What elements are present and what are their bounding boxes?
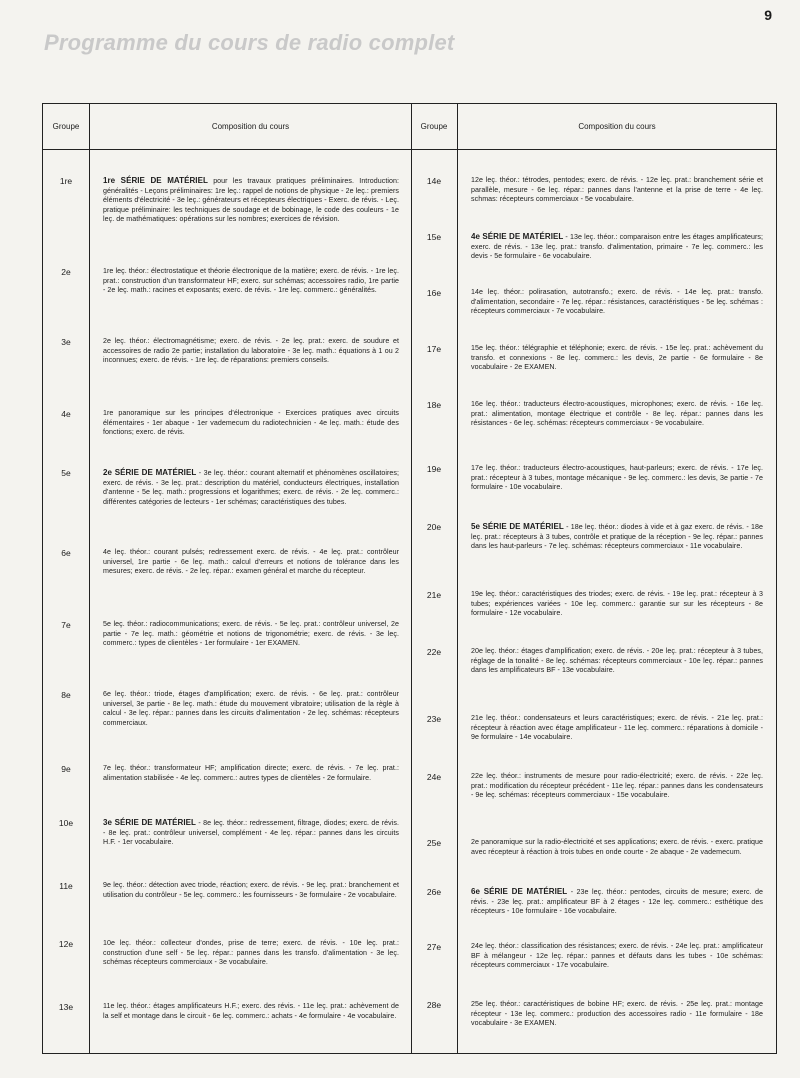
group-label: 15e (426, 232, 442, 242)
series-title: 1re SÉRIE DE MATÉRIEL (103, 176, 208, 185)
entry-text: 2e panoramique sur la radio-électricité et ses applications; exerc. de révis. - exerc. pratique avec récepteur à réaction à trois tubes en onde courte - 2e abaque - 2e vademecum. (471, 838, 763, 856)
course-entry (471, 464, 763, 493)
group-label: 12e (58, 939, 74, 949)
group-label: 25e (426, 838, 442, 848)
group-label: 17e (426, 344, 442, 354)
course-entry (103, 1002, 399, 1021)
group-header: Groupe (43, 104, 89, 150)
group-label: 28e (426, 1000, 442, 1010)
course-entry (471, 344, 763, 373)
course-entry (471, 772, 763, 801)
group-label: 11e (59, 881, 73, 891)
course-entry (471, 232, 763, 262)
series-title: 4e SÉRIE DE MATÉRIEL (471, 232, 564, 241)
right-column (411, 104, 776, 1053)
group-label: 21e (426, 590, 442, 600)
course-entry (103, 881, 399, 900)
entry-text: 4e leç. théor.: courant pulsés; redressement exerc. de révis. - 4e leç. prat.: contrôleur universel, 1re partie - 6e leç. math.: calcul d'erreurs et notions de tolérance dans les mesures; exerc. de révis. - 2e leç. répar.: examen général et marche du récepteur. (103, 548, 399, 576)
entry-text: 19e leç. théor.: caractéristiques des triodes; exerc. de révis. - 19e leç. prat.: récepteur à 3 tubes; expériences variées - 10e leç. commerc.: garantie sur sur les récepteurs - 8e formulaire - 12e vocabulaire. (471, 590, 763, 618)
course-entry (471, 176, 763, 205)
page-number: 9 (764, 7, 772, 23)
course-entry (471, 400, 763, 429)
group-label: 7e (61, 620, 71, 630)
course-entry (103, 620, 399, 649)
course-entry (103, 548, 399, 577)
course-entry (103, 337, 399, 366)
entry-text: - 23e leç. théor.: pentodes, circuits de mesure; exerc. de révis. - 23e leç. prat.: amplificateur BF à 2 étages - 12e leç. commerc.: esthétique des récepteurs - 10e formulaire - 16e vocabulaire. (471, 888, 764, 916)
entry-text: - 13e leç. théor.: comparaison entre les étages amplificateurs; exerc. de révis. - 13e leç. prat.: transfo. d'alimentation, primaire - 7e leç. commerc.: les devis - 5e formulaire - 6e vocabulaire. (471, 233, 763, 261)
group-header: Groupe (411, 104, 457, 150)
group-label: 24e (426, 772, 442, 782)
entry-text: 14e leç. théor.: polirasation, autotransfo.; exerc. de révis. - 14e leç. prat.: transfo. d'alimentation, secondaire - 7e leç. répar.: résistances, caractéristiques - 5e leç. schémas : récepteurs commerciaux - 7e vocabulaire. (471, 288, 763, 316)
entry-text: 25e leç. théor.: caractéristiques de bobine HF; exerc. de révis. - 25e leç. prat.: montage récepteur - 13e leç. commerc.: production des accessoires radio - 11e formulaire - 18e vocabulaire - 3e EXAMEN. (471, 1000, 763, 1028)
entry-text: - 8e leç. théor.: redressement, filtrage, diodes; exerc. de révis. - 8e leç. prat.: contrôleur universel, complément - 4e leç. répar.: pannes dans les circuits H.F. - 1er vocabulaire. (103, 819, 399, 847)
group-label: 5e (61, 468, 71, 478)
group-label: 4e (61, 409, 71, 419)
entry-text: 12e leç. théor.: tétrodes, pentodes; exerc. de révis. - 12e leç. prat.: branchement série et parallèle, mesure - 6e leç. répar.: pannes dans l'antenne et la prise de terre - 4e leç. schmas: récepteurs commerciaux - 5e vocabulaire. (471, 176, 763, 204)
course-entry (103, 690, 399, 728)
entry-text: 10e leç. théor.: collecteur d'ondes, prise de terre; exerc. de révis. - 10e leç. prat.: construction d'une self - 5e leç. répar.: pannes dans les transfo. d'alimentation - 3e leç. schémas récepteurs commerciaux - 3e vocabulaire. (103, 939, 399, 967)
group-label: 19e (426, 464, 442, 474)
course-table (42, 103, 777, 1054)
course-entry (471, 887, 763, 917)
entry-text: 22e leç. théor.: instruments de mesure pour radio-électricité; exerc. de révis. - 22e leç. prat.: modification du récepteur précédent - 11e leç. répar.: pannes dans les condensateurs - 9e leç. schémas: récepteurs commerciaux - 15e vocabulaire. (471, 772, 763, 800)
left-column (43, 104, 411, 1053)
entry-text: pour les travaux pratiques préliminaires. Introduction: généralités - Leçons préliminaires: 1re leç.: rappel de notions de physique - 2e leç.: premiers éléments d'électricité - 3e leç.: générateurs et récepteurs électriques - Exerc. de révis. - Leç. pratique préliminaire: les techniques de soudage et de bobinage, le code des couleurs - 1e leç. de mathématiques: opérations sur les nombres; exercices de révision. (103, 177, 399, 224)
entry-text: 11e leç. théor.: étages amplificateurs H.F.; exerc. des révis. - 11e leç. prat.: achèvement de la self et montage dans le circuit - 6e leç. commerc.: achats - 4e formulaire - 4e vocabulaire. (103, 1002, 399, 1020)
entry-text: 5e leç. théor.: radiocommunications; exerc. de révis. - 5e leç. prat.: contrôleur universel, 2e partie - 7e leç. math.: géométrie et notions de trigonométrie; exerc. de révis. - 3e leç. commerc.: types de clientèles - 1er formulaire - 1er EXAMEN. (103, 620, 399, 648)
composition-header: Composition du cours (458, 104, 776, 150)
group-label: 6e (61, 548, 71, 558)
entry-text: 1re leç. théor.: électrostatique et théorie électronique de la matière; exerc. de révis. - 1re leç. prat.: construction d'un transformateur HF; exerc. sur schémas; accessoires radio, 1re partie - 2e leç. math.: racines et exposants; exerc. de révis. - 1re leç. commerc.: généralités. (103, 267, 399, 295)
course-entry (103, 176, 399, 225)
course-entry (471, 522, 763, 552)
group-label: 18e (426, 400, 442, 410)
page-title: Programme du cours de radio complet (44, 30, 455, 55)
group-label: 8e (61, 690, 71, 700)
entry-text: 7e leç. théor.: transformateur HF; amplification directe; exerc. de révis. - 7e leç. prat.: alimentation stabilisée - 4e leç. commerc.: autres types de clientèles - 2e formulaire. (103, 764, 399, 782)
course-entry (103, 409, 399, 438)
entry-text: 15e leç. théor.: télégraphie et téléphonie; exerc. de révis. - 15e leç. prat.: achèvement du transfo. et connexions - 8e leç. commerc.: les devis, 2e partie - 6e formulaire - 8e vocabulaire - 2e EXAMEN. (471, 344, 763, 372)
entry-text: 17e leç. théor.: traducteurs électro-acoustiques, haut-parleurs; exerc. de révis. - 17e leç. prat.: récepteur à 3 tubes, montage mécanique - 9e leç. commerc.: les devis, 3e partie - 7e formulaire - 10e vocabulaire. (471, 464, 763, 492)
series-title: 5e SÉRIE DE MATÉRIEL (471, 522, 564, 531)
series-title: 6e SÉRIE DE MATÉRIEL (471, 887, 568, 896)
entry-text: 24e leç. théor.: classification des résistances; exerc. de révis. - 24e leç. prat.: amplificateur BF à mélangeur - 12e leç. répar.: pannes et défauts dans les tubes - 10e schémas: récepteurs commerciaux - 17e vocabulaire. (471, 942, 763, 970)
entry-text: 21e leç. théor.: condensateurs et leurs caractéristiques; exerc. de révis. - 21e leç. prat.: récepteur à réaction avec étage amplificateur - 11e leç. commerc.: réparations à domicile - 9e formulaire - 14e vocabulaire. (471, 714, 763, 742)
entry-text: - 18e leç. théor.: diodes à vide et à gaz exerc. de révis. - 18e leç. prat.: récepteurs à 3 tubes, contrôle et pratique de la réception - 9e leç. répar.: pannes dans les haut-parleurs - 7e leç. schémas: récepteurs commerciaux - 11e vocabulaire. (471, 523, 764, 551)
group-label: 27e (426, 942, 442, 952)
course-entry (103, 818, 399, 848)
group-label: 13e (58, 1002, 74, 1012)
group-label: 22e (426, 647, 442, 657)
composition-header: Composition du cours (90, 104, 411, 150)
group-label: 2e (61, 267, 71, 277)
entry-text: 2e leç. théor.: électromagnétisme; exerc. de révis. - 2e leç. prat.: exerc. de soudure et accessoires de radio 2e partie; installation du laboratoire - 3e leç. math.: équations à 1 ou 2 inconnues; exerc. de révis. - 1re leç. de réparations: premiers conseils. (103, 337, 399, 365)
group-label: 26e (426, 887, 442, 897)
course-entry (103, 939, 399, 968)
series-title: 3e SÉRIE DE MATÉRIEL (103, 818, 196, 827)
course-entry (103, 764, 399, 783)
course-entry (471, 647, 763, 676)
entry-text: 20e leç. théor.: étages d'amplification; exerc. de révis. - 20e leç. prat.: récepteur à 3 tubes, réglage de la tonalité - 8e leç. schémas: récepteurs commerciaux - 10e leç. répar.: pannes dans les amplificateurs BF - 13e vocabulaire. (471, 647, 763, 675)
course-entry (103, 267, 399, 296)
group-label: 20e (426, 522, 442, 532)
series-title: 2e SÉRIE DE MATÉRIEL (103, 468, 197, 477)
course-entry (471, 1000, 763, 1029)
entry-text: 6e leç. théor.: triode, étages d'amplification; exerc. de révis. - 6e leç. prat.: contrôleur universel, 3e partie - 8e leç. math.: étude du mouvement vibratoire; utilisation de la règle à calcul - 3e leç. répar.: pannes dans les circuits d'alimentation - 2e leç. schémas: récepteurs commerciaux. (103, 690, 399, 727)
group-label: 10e (58, 818, 74, 828)
group-label: 1re (59, 176, 73, 186)
course-entry (471, 942, 763, 971)
entry-text: 9e leç. théor.: détection avec triode, réaction; exerc. de révis. - 9e leç. prat.: branchement et utilisation du contrôleur - 5e leç. commerc.: les fournisseurs - 3e formulaire - 2e vocabulaire. (103, 881, 399, 899)
course-entry (103, 468, 399, 507)
group-label: 16e (426, 288, 442, 298)
group-label: 14e (426, 176, 442, 186)
entry-text: 16e leç. théor.: traducteurs électro-acoustiques, microphones; exerc. de révis. - 16e leç. prat.: alimentation, montage électrique et contrôle - 8e leç. répar.: pannes dans les résistances - 6e leç. schémas: récepteurs commerciaux - 9e vocabulaire. (471, 400, 763, 428)
course-entry (471, 590, 763, 619)
entry-text: - 3e leç. théor.: courant alternatif et phénomènes oscillatoires; exerc. de révis. - 3e leç. prat.: description du matériel, conducteurs électriques, installation d'antenne - 5e leç. math.: progressions et logarithmes; exerc. de révis. - 2e leç. commerc.: différentes catégories de lecteurs - 1er schémas; caractéristiques des tubes. (103, 469, 399, 506)
group-label: 3e (61, 337, 71, 347)
group-label: 23e (426, 714, 442, 724)
group-label: 9e (61, 764, 71, 774)
course-entry (471, 288, 763, 317)
course-entry (471, 838, 763, 857)
entry-text: 1re panoramique sur les principes d'électronique - Exercices pratiques avec circuits élémentaires - 1er abaque - 1er vademecum du radiotechnicien - 4e leç. math.: étude des fonctions; exerc. de révis. (103, 409, 399, 437)
course-entry (471, 714, 763, 743)
